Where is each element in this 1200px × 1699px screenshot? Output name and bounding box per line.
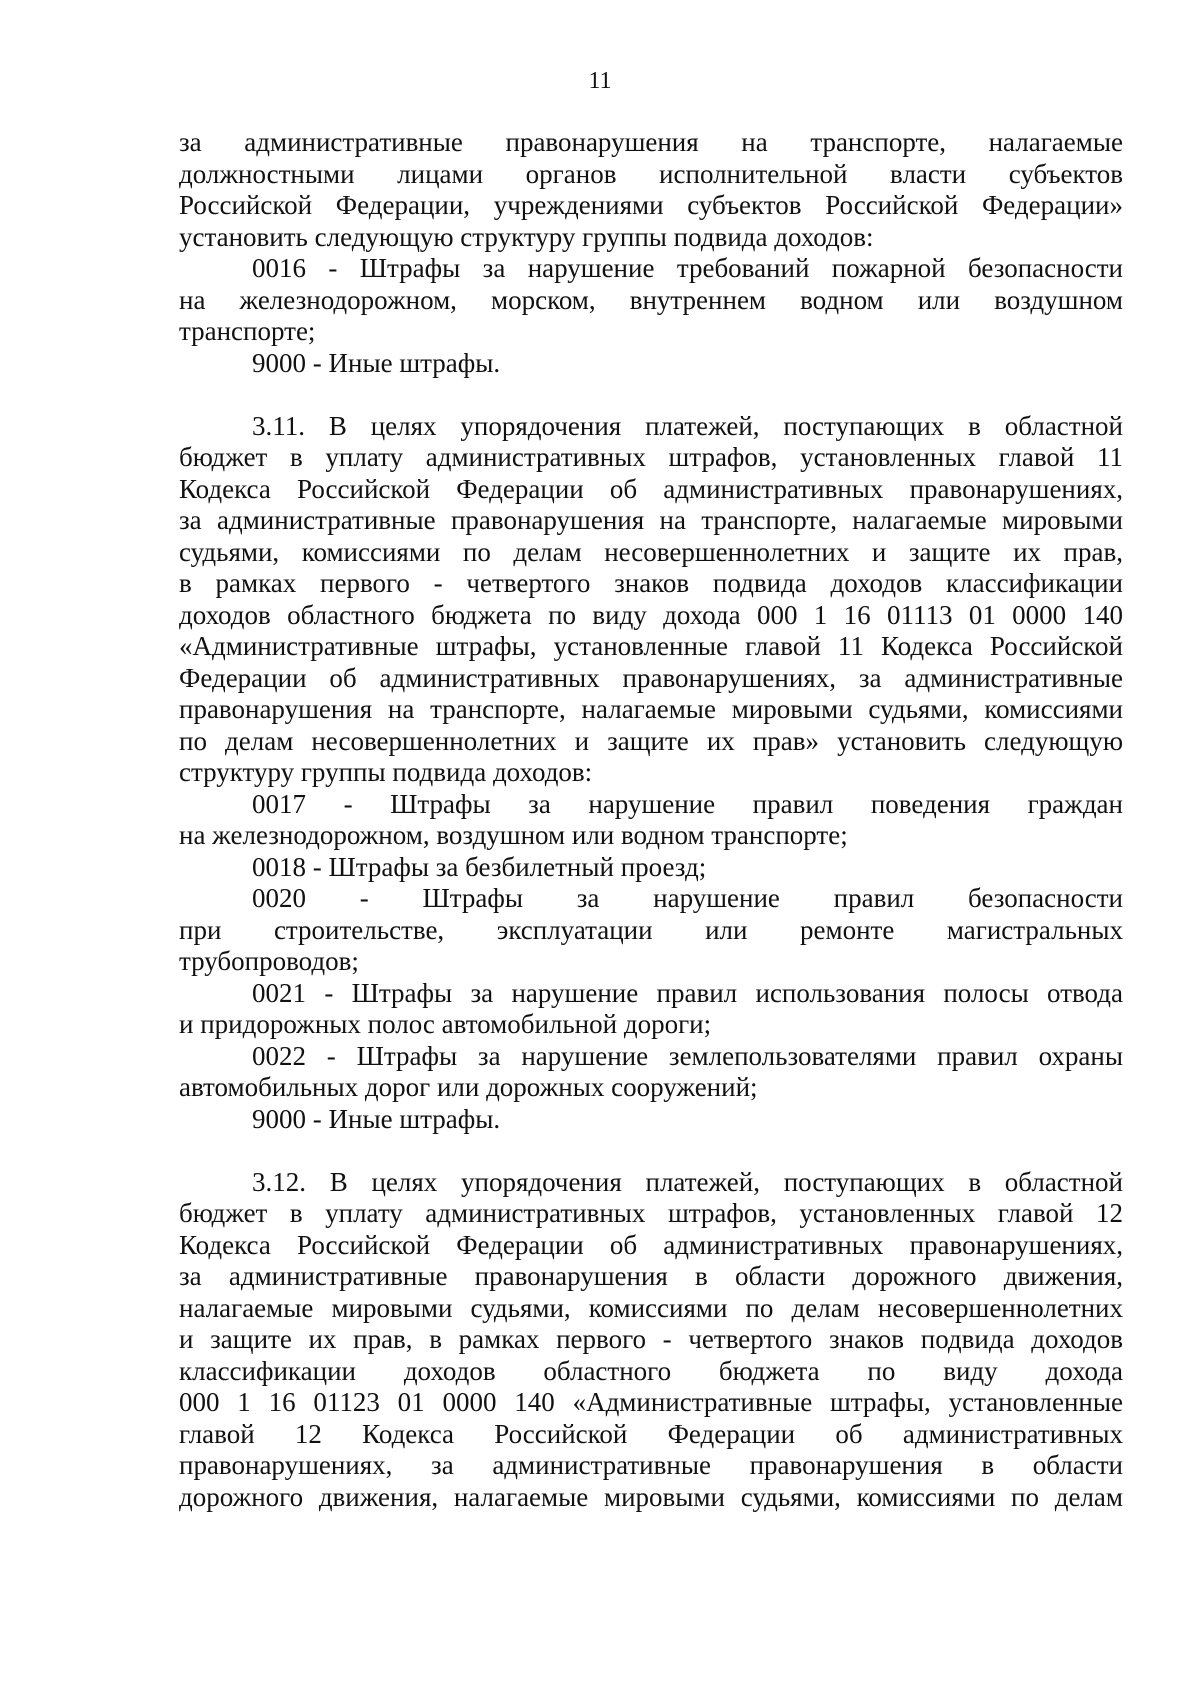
document-body	[179, 127, 1123, 1513]
text-line: на железнодорожном, воздушном или водном транспорте;	[179, 820, 848, 850]
text-line: бюджет в уплату административных штрафов, установленных главой 11	[179, 442, 1123, 472]
text-line: транспорте;	[179, 316, 316, 346]
code-item-9000: 9000 - Иные штрафы.	[252, 347, 501, 378]
text-line: классификации доходов областного бюджета по виду дохода	[179, 1355, 1123, 1386]
text-line: за административные правонарушения в области дорожного движения,	[179, 1261, 1123, 1291]
code-item-0018: 0018 - Штрафы за безбилетный проезд;	[252, 851, 707, 882]
text-line: судьями, комиссиями по делам несовершеннолетних и защите их прав,	[179, 536, 1123, 567]
text-line: 000 1 16 01123 01 0000 140 «Административные штрафы, установленные	[179, 1387, 1123, 1417]
text-line: доходов областного бюджета по виду дохода 000 1 16 01113 01 0000 140	[179, 599, 1123, 630]
text-line: налагаемые мировыми судьями, комиссиями по делам несовершеннолетних	[179, 1292, 1123, 1323]
paragraph-gap	[179, 379, 1123, 411]
text-line: при строительстве, эксплуатации или ремонте магистральных	[179, 914, 1123, 945]
code-item-0020: 0020 - Штрафы за нарушение правил безопасности	[252, 883, 1123, 913]
text-line: и придорожных полос автомобильной дороги;	[179, 1009, 712, 1039]
text-line: бюджет в уплату административных штрафов, установленных главой 12	[179, 1198, 1123, 1228]
text-line: Российской Федерации, учреждениями субъектов Российской Федерации»	[179, 190, 1123, 220]
code-item-9000: 9000 - Иные штрафы.	[252, 1103, 501, 1134]
code-item-0016: 0016 - Штрафы за нарушение требований пожарной безопасности	[252, 253, 1123, 283]
text-line: главой 12 Кодекса Российской Федерации об административных	[179, 1418, 1123, 1449]
text-line: и защите их прав, в рамках первого - четвертого знаков подвида доходов	[179, 1324, 1123, 1354]
code-item-0022: 0022 - Штрафы за нарушение землепользователями правил охраны	[252, 1040, 1123, 1071]
text-line: структуру группы подвида доходов:	[179, 757, 593, 787]
text-line: Федерации об административных правонарушениях, за административные	[179, 662, 1123, 693]
text-line: Кодекса Российской Федерации об административных правонарушениях,	[179, 473, 1123, 504]
page-number: 11	[588, 68, 612, 94]
text-line: автомобильных дорог или дорожных сооружений;	[179, 1072, 758, 1102]
text-line: установить следующую структуру группы подвида доходов:	[179, 221, 874, 252]
text-line: трубопроводов;	[179, 946, 359, 976]
text-line: правонарушениях, за административные правонарушения в области	[179, 1450, 1123, 1480]
section-3-11-heading-line: 3.11. В целях упорядочения платежей, поступающих в областной	[252, 410, 1123, 441]
text-line: на железнодорожном, морском, внутреннем водном или воздушном	[179, 284, 1123, 315]
text-line: по делам несовершеннолетних и защите их прав» установить следующую	[179, 725, 1123, 756]
text-line: «Административные штрафы, установленные главой 11 Кодекса Российской	[179, 631, 1123, 661]
text-line: Кодекса Российской Федерации об административных правонарушениях,	[179, 1229, 1123, 1260]
text-line: в рамках первого - четвертого знаков подвида доходов классификации	[179, 568, 1123, 598]
section-3-12-heading-line: 3.12. В целях упорядочения платежей, поступающих в областной	[252, 1166, 1123, 1197]
text-line: должностными лицами органов исполнительной власти субъектов	[179, 158, 1123, 189]
code-item-0017: 0017 - Штрафы за нарушение правил поведения граждан	[252, 788, 1123, 819]
code-item-0021: 0021 - Штрафы за нарушение правил использования полосы отвода	[252, 977, 1123, 1008]
text-line: за административные правонарушения на транспорте, налагаемые	[179, 127, 1123, 157]
paragraph-gap	[179, 1135, 1123, 1167]
text-line: дорожного движения, налагаемые мировыми судьями, комиссиями по делам	[179, 1481, 1123, 1512]
text-line: правонарушения на транспорте, налагаемые мировыми судьями, комиссиями	[179, 694, 1123, 724]
text-line: за административные правонарушения на транспорте, налагаемые мировыми	[179, 505, 1123, 535]
